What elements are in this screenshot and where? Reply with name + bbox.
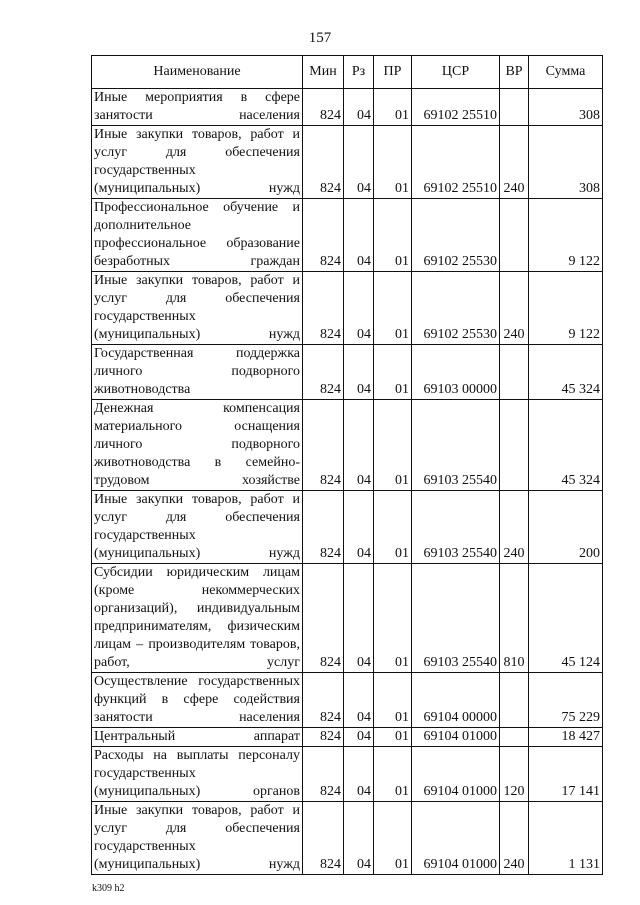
cell-pr: 01 <box>374 400 412 491</box>
cell-sum: 200 <box>529 491 603 564</box>
cell-min: 824 <box>303 673 344 728</box>
table-row <box>92 272 603 345</box>
cell-rz: 04 <box>344 728 374 747</box>
cell-csr: 69103 00000 <box>412 345 500 400</box>
cell-csr: 69104 01000 <box>412 802 500 875</box>
header-rz: Рз <box>344 56 374 89</box>
table-row <box>92 491 603 564</box>
cell-min: 824 <box>303 728 344 747</box>
cell-csr: 69103 25540 <box>412 400 500 491</box>
cell-min: 824 <box>303 747 344 802</box>
table-row <box>92 126 603 199</box>
cell-csr: 69103 25540 <box>412 564 500 673</box>
table-row <box>92 673 603 728</box>
cell-min: 824 <box>303 564 344 673</box>
cell-name: Профессиональное обучение и дополнительное профессиональное образование безработных граждан <box>92 199 303 272</box>
cell-rz: 04 <box>344 272 374 345</box>
table-header-row <box>92 56 603 89</box>
cell-rz: 04 <box>344 673 374 728</box>
cell-vr: 240 <box>500 802 529 875</box>
cell-pr: 01 <box>374 673 412 728</box>
cell-sum: 308 <box>529 126 603 199</box>
cell-name: Иные закупки товаров, работ и услуг для обеспечения государственных (муниципальных) нужд <box>92 802 303 875</box>
cell-name: Иные закупки товаров, работ и услуг для обеспечения государственных (муниципальных) нужд <box>92 126 303 199</box>
cell-sum: 45 324 <box>529 345 603 400</box>
cell-rz: 04 <box>344 802 374 875</box>
cell-sum: 17 141 <box>529 747 603 802</box>
cell-pr: 01 <box>374 728 412 747</box>
cell-vr <box>500 345 529 400</box>
cell-rz: 04 <box>344 747 374 802</box>
cell-pr: 01 <box>374 564 412 673</box>
cell-csr: 69104 01000 <box>412 747 500 802</box>
cell-sum: 9 122 <box>529 199 603 272</box>
cell-name: Осуществление государственных функций в сфере содействия занятости населения <box>92 673 303 728</box>
cell-rz: 04 <box>344 400 374 491</box>
cell-rz: 04 <box>344 345 374 400</box>
cell-pr: 01 <box>374 747 412 802</box>
cell-sum: 45 124 <box>529 564 603 673</box>
cell-vr: 240 <box>500 272 529 345</box>
budget-table <box>91 55 603 875</box>
cell-pr: 01 <box>374 89 412 126</box>
cell-sum: 308 <box>529 89 603 126</box>
cell-pr: 01 <box>374 345 412 400</box>
table-row <box>92 400 603 491</box>
cell-vr: 240 <box>500 126 529 199</box>
cell-name: Расходы на выплаты персоналу государственных (муниципальных) органов <box>92 747 303 802</box>
cell-csr: 69102 25530 <box>412 272 500 345</box>
cell-min: 824 <box>303 802 344 875</box>
cell-pr: 01 <box>374 802 412 875</box>
cell-name: Иные закупки товаров, работ и услуг для обеспечения государственных (муниципальных) нужд <box>92 491 303 564</box>
cell-csr: 69102 25530 <box>412 199 500 272</box>
header-csr: ЦСР <box>412 56 500 89</box>
cell-sum: 18 427 <box>529 728 603 747</box>
cell-min: 824 <box>303 126 344 199</box>
cell-vr <box>500 199 529 272</box>
cell-min: 824 <box>303 272 344 345</box>
cell-vr <box>500 89 529 126</box>
cell-rz: 04 <box>344 126 374 199</box>
cell-csr: 69102 25510 <box>412 89 500 126</box>
cell-csr: 69102 25510 <box>412 126 500 199</box>
cell-min: 824 <box>303 491 344 564</box>
header-min: Мин <box>303 56 344 89</box>
cell-min: 824 <box>303 400 344 491</box>
cell-name: Денежная компенсация материального оснащения личного подворного животноводства в семейно-трудовом хозяйстве <box>92 400 303 491</box>
cell-name: Субсидии юридическим лицам (кроме некоммерческих организаций), индивидуальным предпринимателям, физическим лицам – производителям товаров, работ, услуг <box>92 564 303 673</box>
table-row <box>92 564 603 673</box>
cell-pr: 01 <box>374 491 412 564</box>
cell-name: Государственная поддержка личного подворного животноводства <box>92 345 303 400</box>
cell-csr: 69103 25540 <box>412 491 500 564</box>
cell-name: Иные мероприятия в сфере занятости населения <box>92 89 303 126</box>
cell-vr <box>500 673 529 728</box>
cell-sum: 75 229 <box>529 673 603 728</box>
cell-pr: 01 <box>374 126 412 199</box>
cell-rz: 04 <box>344 89 374 126</box>
cell-min: 824 <box>303 89 344 126</box>
table-row <box>92 199 603 272</box>
cell-vr <box>500 728 529 747</box>
cell-csr: 69104 01000 <box>412 728 500 747</box>
cell-name: Иные закупки товаров, работ и услуг для обеспечения государственных (муниципальных) нужд <box>92 272 303 345</box>
table-row <box>92 89 603 126</box>
cell-rz: 04 <box>344 491 374 564</box>
cell-vr <box>500 400 529 491</box>
header-vr: ВР <box>500 56 529 89</box>
cell-sum: 9 122 <box>529 272 603 345</box>
cell-min: 824 <box>303 345 344 400</box>
table-row <box>92 802 603 875</box>
cell-vr: 240 <box>500 491 529 564</box>
cell-pr: 01 <box>374 272 412 345</box>
cell-pr: 01 <box>374 199 412 272</box>
footer-code: k309 h2 <box>92 883 125 894</box>
cell-rz: 04 <box>344 564 374 673</box>
page-number: 157 <box>308 30 332 46</box>
cell-name: Центральный аппарат <box>92 728 303 747</box>
cell-vr: 810 <box>500 564 529 673</box>
cell-min: 824 <box>303 199 344 272</box>
cell-sum: 1 131 <box>529 802 603 875</box>
header-name: Наименование <box>92 56 303 89</box>
table-row <box>92 345 603 400</box>
cell-csr: 69104 00000 <box>412 673 500 728</box>
cell-vr: 120 <box>500 747 529 802</box>
table-row <box>92 747 603 802</box>
header-pr: ПР <box>374 56 412 89</box>
header-sum: Сумма <box>529 56 603 89</box>
table-row <box>92 728 603 747</box>
cell-rz: 04 <box>344 199 374 272</box>
cell-sum: 45 324 <box>529 400 603 491</box>
